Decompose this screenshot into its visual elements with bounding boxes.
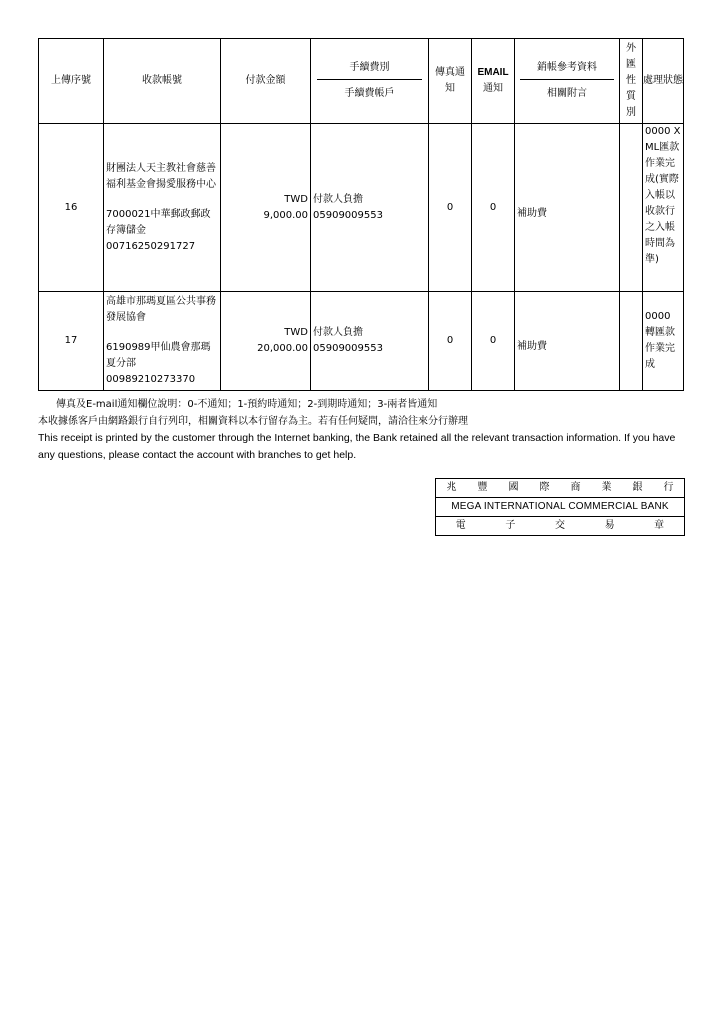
row-payee-account — [104, 124, 221, 292]
table-row — [39, 292, 684, 391]
payee-name: 財團法人天主教社會慈善福利基金會揚愛服務中心 — [106, 162, 216, 190]
row-fx-nature — [620, 124, 643, 292]
stamp-char: 銀 — [632, 482, 643, 493]
row-status: 0000 XML匯款作業完成(實際入帳以收款行之入帳時間為準) — [643, 124, 684, 292]
header-email-notify — [472, 39, 515, 124]
amount-value: 20,000.00 — [257, 343, 308, 354]
ref-info-text: 補助費 — [517, 207, 547, 219]
notify-legend: 傳真及E-mail通知欄位說明：0-不通知；1-預約時通知；2-到期時通知；3-兩者皆通知 — [56, 399, 438, 410]
receipt-note-zh: 本收據係客戶由網路銀行自行列印，相關資料以本行留存為主。若有任何疑問，請洽往來分行辦理 — [38, 416, 468, 427]
header-fee-account: 手續費帳戶 — [344, 88, 395, 99]
stamp-char: 子 — [505, 520, 516, 531]
header-fx-char: 別 — [626, 107, 636, 118]
header-fx-char: 外 — [626, 43, 636, 54]
table-header-row — [39, 39, 684, 124]
amount-currency: TWD — [284, 327, 308, 338]
row-ref-info — [515, 124, 620, 292]
header-email-notify-label: 通知 — [483, 83, 503, 94]
header-ref — [515, 39, 620, 124]
row-fee — [311, 292, 429, 391]
row-email: 0 — [472, 124, 515, 292]
fee-account: 05909009553 — [313, 209, 383, 221]
row-status: 0000 轉匯款作業完成 — [643, 292, 684, 391]
row-seq: 16 — [39, 124, 104, 292]
header-attached-msg: 相關附言 — [547, 88, 587, 99]
table-row — [39, 124, 684, 292]
header-fx-nature — [620, 39, 643, 124]
stamp-char: 章 — [654, 520, 665, 531]
payee-account-number: 00716250291727 — [106, 240, 196, 252]
stamp-bank-zh — [436, 479, 684, 497]
stamp-char: 行 — [663, 482, 674, 493]
stamp-char: 際 — [539, 482, 550, 493]
amount-value: 9,000.00 — [263, 209, 308, 221]
header-fax-notify-line2: 知 — [445, 83, 455, 94]
row-seq: 17 — [39, 292, 104, 391]
header-fax-notify — [429, 39, 472, 124]
row-ref-info — [515, 292, 620, 391]
header-ref-info: 銷帳參考資料 — [520, 60, 614, 80]
transfer-table — [38, 38, 684, 391]
header-fee-type: 手續費別 — [317, 60, 422, 80]
header-seq: 上傳序號 — [39, 39, 104, 124]
stamp-char: 易 — [604, 520, 615, 531]
stamp-char: 商 — [570, 482, 581, 493]
row-fx-nature — [620, 292, 643, 391]
header-status: 處理狀態 — [643, 39, 684, 124]
stamp-char: 交 — [554, 520, 565, 531]
fee-account: 05909009553 — [313, 343, 383, 354]
row-fax: 0 — [429, 124, 472, 292]
header-fax-notify-line1: 傳真通 — [435, 67, 465, 78]
row-fee — [311, 124, 429, 292]
stamp-bank-en: MEGA INTERNATIONAL COMMERCIAL BANK — [436, 497, 684, 516]
payee-name: 高雄市那瑪夏區公共事務發展協會 — [106, 296, 216, 323]
header-email-label: EMAIL — [477, 67, 509, 78]
row-payee-account — [104, 292, 221, 391]
receipt-note-en: This receipt is printed by the customer through the Internet banking, the Bank retained all the relevant transaction information. If you have any questions, please contact the account with branches to get help. — [38, 432, 676, 461]
stamp-char: 業 — [601, 482, 612, 493]
fee-type: 付款人負擔 — [313, 327, 363, 338]
header-fx-char: 匯 — [626, 59, 636, 70]
fee-type: 付款人負擔 — [313, 193, 363, 205]
payee-bank: 7000021中華郵政郵政存簿儲金 — [106, 208, 211, 236]
stamp-char: 國 — [508, 482, 519, 493]
payee-bank: 6190989甲仙農會那瑪夏分部 — [106, 342, 211, 369]
header-amount: 付款金額 — [221, 39, 311, 124]
header-fee — [311, 39, 429, 124]
row-amount — [221, 292, 311, 391]
ref-info-text: 補助費 — [517, 341, 547, 352]
header-payee-account: 收款帳號 — [104, 39, 221, 124]
row-amount — [221, 124, 311, 292]
header-fx-char: 性 — [626, 75, 636, 86]
payee-account-number: 00989210273370 — [106, 374, 196, 385]
stamp-seal-label — [436, 516, 684, 535]
row-fax: 0 — [429, 292, 472, 391]
row-email: 0 — [472, 292, 515, 391]
stamp-char: 豐 — [477, 482, 488, 493]
stamp-char: 兆 — [446, 482, 457, 493]
bank-stamp — [435, 478, 685, 536]
stamp-char: 電 — [455, 520, 466, 531]
header-fx-char: 質 — [626, 91, 636, 102]
amount-currency: TWD — [284, 193, 308, 205]
notes — [38, 396, 688, 464]
